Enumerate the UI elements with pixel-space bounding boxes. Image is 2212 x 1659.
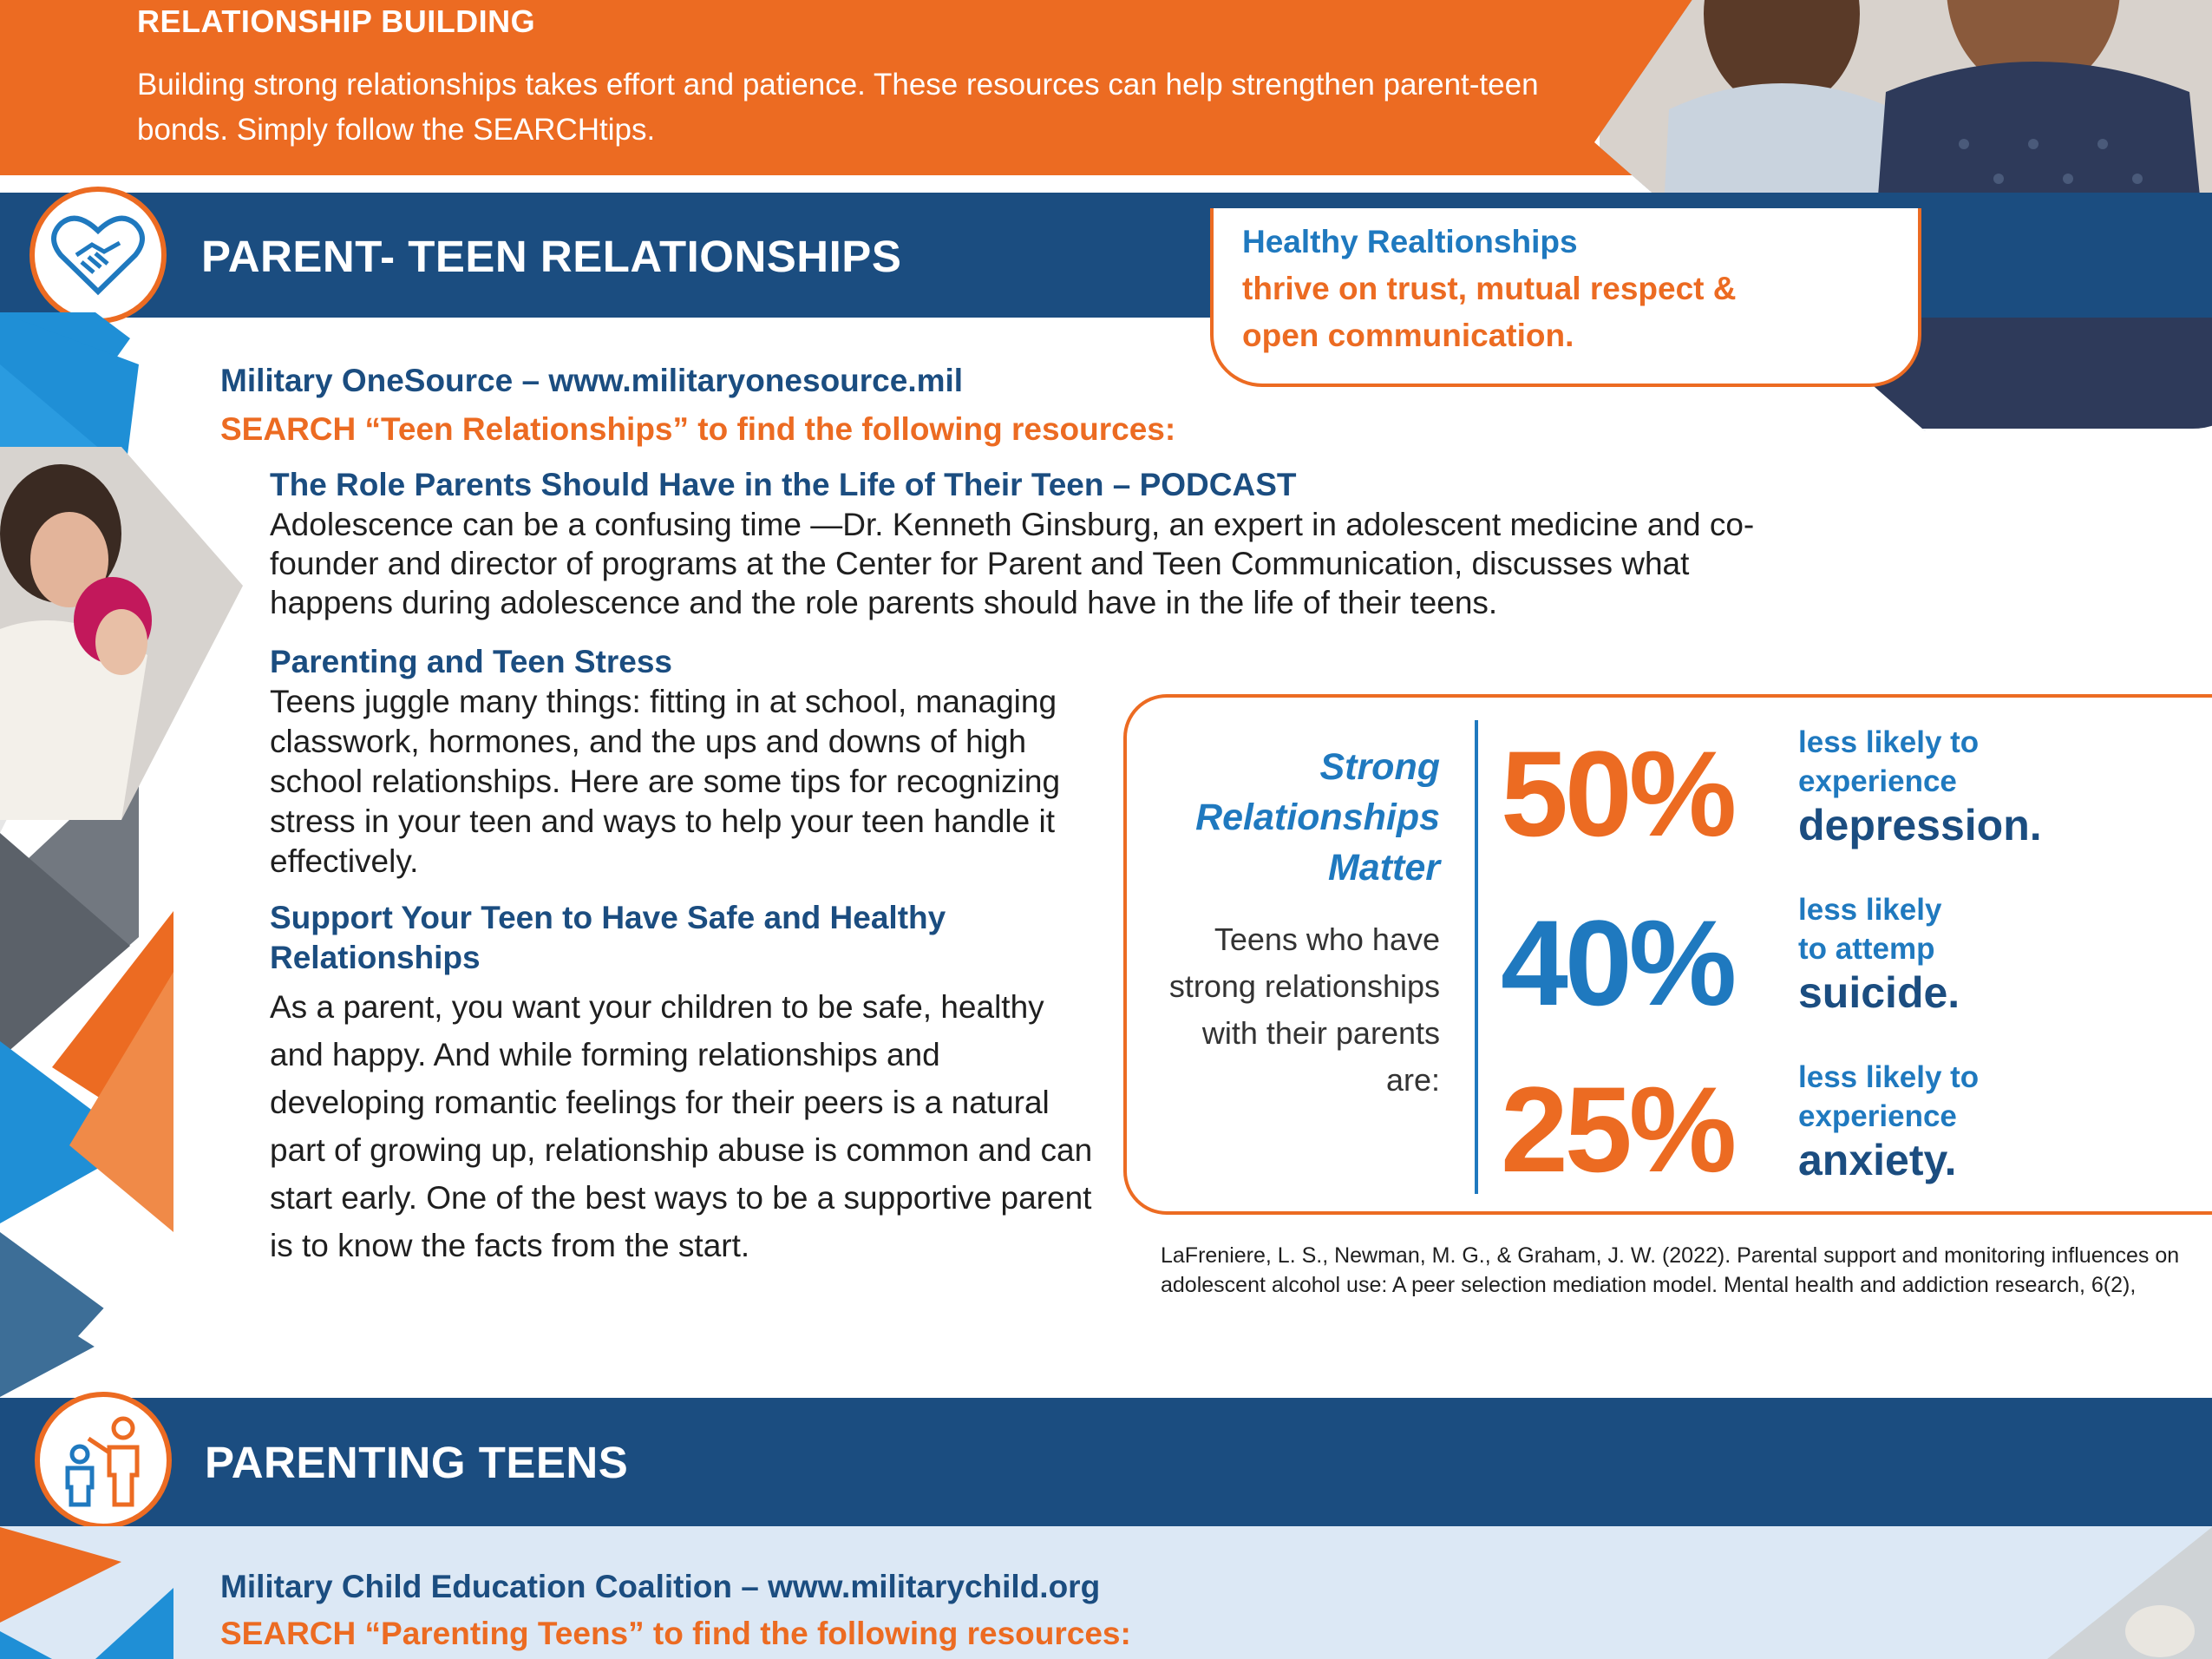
stat-label: to attemp bbox=[1798, 932, 1935, 966]
stats-divider bbox=[1475, 720, 1478, 1194]
callout-line3: open communication. bbox=[1242, 318, 1574, 353]
bottom-left-decoration bbox=[0, 1527, 191, 1659]
bottom-right-photo bbox=[1943, 1527, 2212, 1659]
resource-body: As a parent, you want your children to be safe, healthy and happy. And while forming relationships and developing romantic feelings for their peers is a natural part of growing up, relationship abuse is common and can start early. One of the best ways to be a supportive parent is to know the facts from the start. bbox=[270, 989, 1093, 1263]
callout-line2: thrive on trust, mutual respect & bbox=[1242, 271, 1737, 306]
resource-title: The Role Parents Should Have in the Life of Their Teen – PODCAST bbox=[270, 467, 1297, 502]
section1-title: PARENT- TEEN RELATIONSHIPS bbox=[201, 232, 902, 281]
resource-body: Teens juggle many things: fitting in at school, managing classwork, hormones, and the ups and downs of high school relationships. Here are some tips for recognizing stress in your teen and ways to help your teen handle it effectively. bbox=[270, 684, 1061, 879]
stat-outcome: anxiety. bbox=[1798, 1136, 1957, 1184]
section2-search-tip: SEARCH “Parenting Teens” to find the following resources: bbox=[220, 1616, 1131, 1651]
section1-search-tip: SEARCH “Teen Relationships” to find the following resources: bbox=[220, 411, 1176, 447]
header-description: Building strong relationships takes effort and patience. These resources can help strengthen parent-teen bonds. Simply follow the SEARCHtips. bbox=[137, 68, 1539, 147]
callout-line1: Healthy Realtionships bbox=[1242, 224, 1578, 259]
section2-source: Military Child Education Coalition – www.militarychild.org bbox=[220, 1569, 1101, 1604]
stat-label: less likely bbox=[1798, 893, 1942, 927]
stat-percent-anxiety: 25% bbox=[1501, 1061, 1734, 1197]
stat-outcome: suicide. bbox=[1798, 968, 1960, 1017]
stat-label: less likely to bbox=[1798, 725, 1980, 759]
resource-title: Parenting and Teen Stress bbox=[270, 644, 672, 679]
mother-daughter-photo bbox=[0, 447, 243, 820]
heart-handshake-icon bbox=[29, 187, 167, 324]
stat-outcome: depression. bbox=[1798, 801, 2042, 849]
parent-child-icon bbox=[35, 1392, 172, 1529]
stats-heading: Strong bbox=[1319, 746, 1440, 788]
stat-label: experience bbox=[1798, 1099, 1957, 1133]
stats-heading: Relationships bbox=[1195, 797, 1440, 838]
stat-percent-suicide: 40% bbox=[1501, 895, 1734, 1031]
stat-label: experience bbox=[1798, 764, 1957, 798]
header-title: RELATIONSHIP BUILDING bbox=[137, 3, 536, 39]
resource-title: Support Your Teen to Have Safe and Healthy Relationships bbox=[270, 900, 946, 975]
citation: LaFreniere, L. S., Newman, M. G., & Graham, J. W. (2022). Parental support and monitoring influences on adolescent alcohol use: A peer selection mediation model. Mental health and addiction research, 6(2), bbox=[1161, 1243, 2180, 1297]
section2-title: PARENTING TEENS bbox=[205, 1438, 629, 1487]
stats-subtext: Teens who have strong relationships with their parents are: bbox=[1168, 921, 1440, 1098]
stat-percent-depression: 50% bbox=[1501, 725, 1734, 862]
resource-body: Adolescence can be a confusing time —Dr. Kenneth Ginsburg, an expert in adolescent medicine and co-founder and director of programs at the Center for Parent and Teen Communication, discusses what happens during adolescence and the role parents should have in the life of their teens. bbox=[270, 507, 1755, 620]
stat-label: less likely to bbox=[1798, 1060, 1980, 1094]
section1-source: Military OneSource – www.militaryonesource.mil bbox=[220, 363, 964, 398]
stats-heading: Matter bbox=[1327, 847, 1440, 889]
